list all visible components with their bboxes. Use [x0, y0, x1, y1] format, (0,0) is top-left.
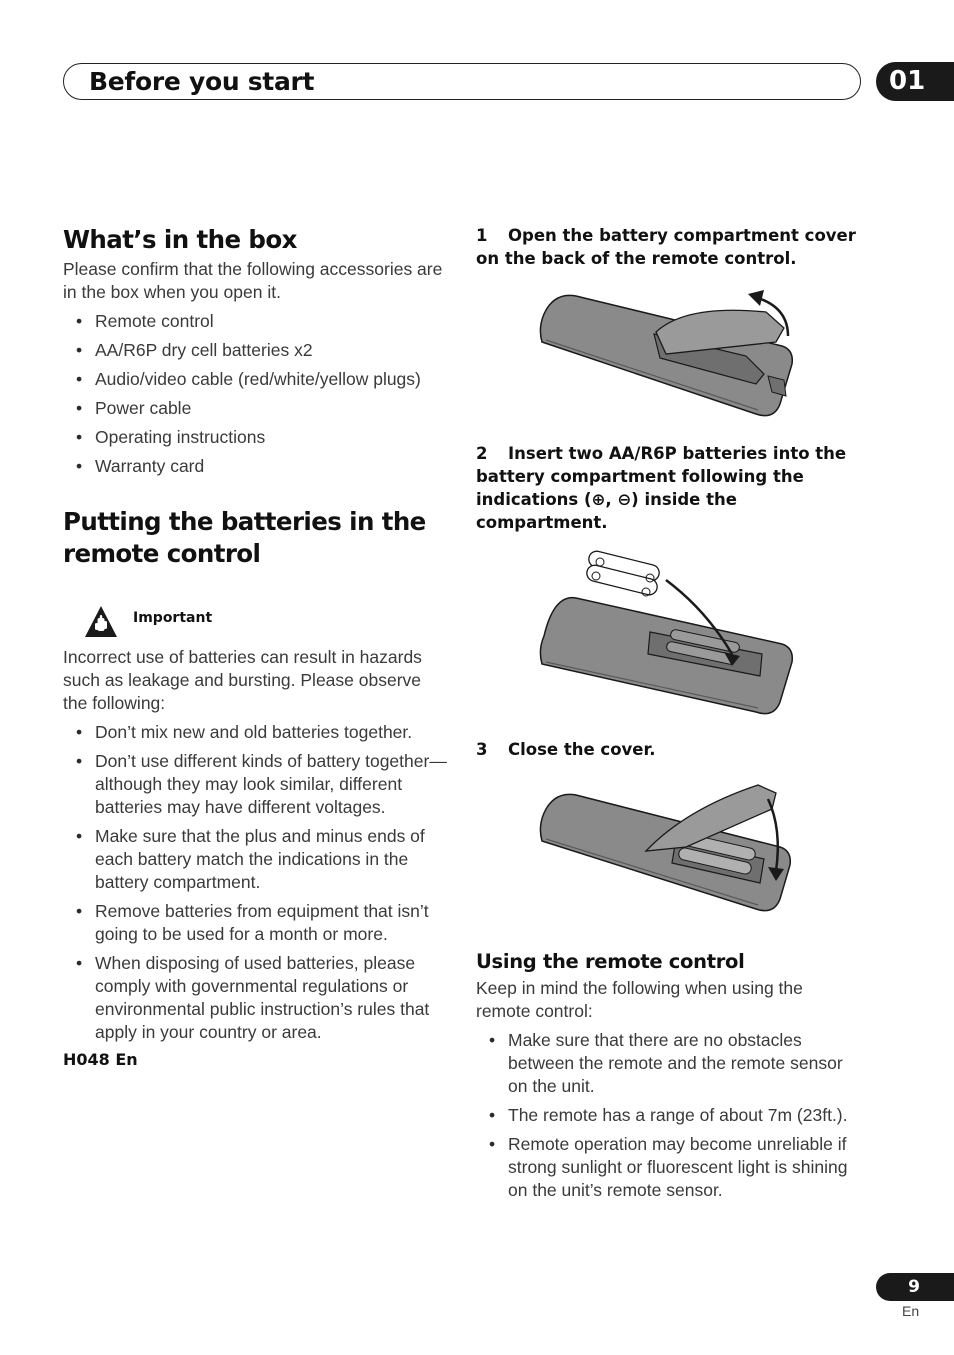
remote-usage-intro: Keep in mind the following when using the remote control: [476, 978, 803, 1021]
list-item: • Make sure that there are no obstacles between the remote and the remote sensor on the unit. [476, 1029, 861, 1098]
list-item: • Power cable [63, 397, 448, 420]
important-notice [63, 606, 448, 646]
list-item: • Remote control [63, 310, 448, 333]
right-column [476, 224, 861, 1208]
list-item: • When disposing of used batteries, please comply with governmental regulations or environmental public instruction’s rules that apply in your country or area. [63, 952, 448, 1044]
step-3 [476, 738, 861, 761]
step-2 [476, 442, 861, 534]
list-item: • AA/R6P dry cell batteries x2 [63, 339, 448, 362]
step-number: 1 [476, 226, 488, 245]
remote-close-cover-illustration [536, 779, 798, 919]
remote-insert-batteries-illustration [536, 550, 798, 720]
list-item: • Remote operation may become unreliable if strong sunlight or fluorescent light is shining on the unit’s remote sensor. [476, 1133, 861, 1202]
important-label: Important [133, 610, 213, 626]
list-item: • Remove batteries from equipment that isn’t going to be used for a month or more. [63, 900, 448, 946]
list-item: • Warranty card [63, 455, 448, 478]
list-item: • Don’t mix new and old batteries together. [63, 721, 448, 744]
step-text: Insert two AA/R6P batteries into the battery compartment following the indications (⊕, ⊖) inside the compartment. [476, 444, 847, 532]
box-heading: What’s in the box [63, 225, 297, 254]
step-text: Close the cover. [508, 740, 656, 759]
page-number-tab: 9 [876, 1273, 954, 1301]
step-text: Open the battery compartment cover on the back of the remote control. [476, 226, 856, 268]
page-language: En [902, 1303, 920, 1319]
box-intro: Please confirm that the following accessories are in the box when you open it. [63, 259, 443, 302]
document-code: H048 En [63, 1050, 138, 1069]
list-item: • Audio/video cable (red/white/yellow plugs) [63, 368, 448, 391]
box-contents-list [63, 310, 448, 478]
remote-open-cover-illustration [536, 284, 798, 424]
warnings-list [63, 721, 448, 1044]
step-number: 3 [476, 740, 488, 759]
warning-intro: Incorrect use of batteries can result in hazards such as leakage and bursting. Please observe the following: [63, 647, 422, 713]
list-item: • Don’t use different kinds of battery together—although they may look similar, different batteries may have different voltages. [63, 750, 448, 819]
list-item: • Make sure that the plus and minus ends of each battery match the indications in the battery compartment. [63, 825, 448, 894]
remote-usage-list [476, 1029, 861, 1202]
step-number: 2 [476, 444, 488, 463]
chapter-title: Before you start [89, 67, 315, 96]
remote-usage-heading: Using the remote control [476, 950, 745, 973]
battery-pair-icon [585, 550, 661, 596]
chapter-number-tab: 01 [876, 62, 954, 101]
warning-hand-icon [83, 604, 119, 645]
left-column [63, 224, 448, 1069]
step-1 [476, 224, 861, 270]
chapter-header [63, 63, 861, 100]
list-item: • Operating instructions [63, 426, 448, 449]
list-item: • The remote has a range of about 7m (23ft.). [476, 1104, 861, 1127]
batteries-heading: Putting the batteries in the remote control [63, 507, 426, 568]
